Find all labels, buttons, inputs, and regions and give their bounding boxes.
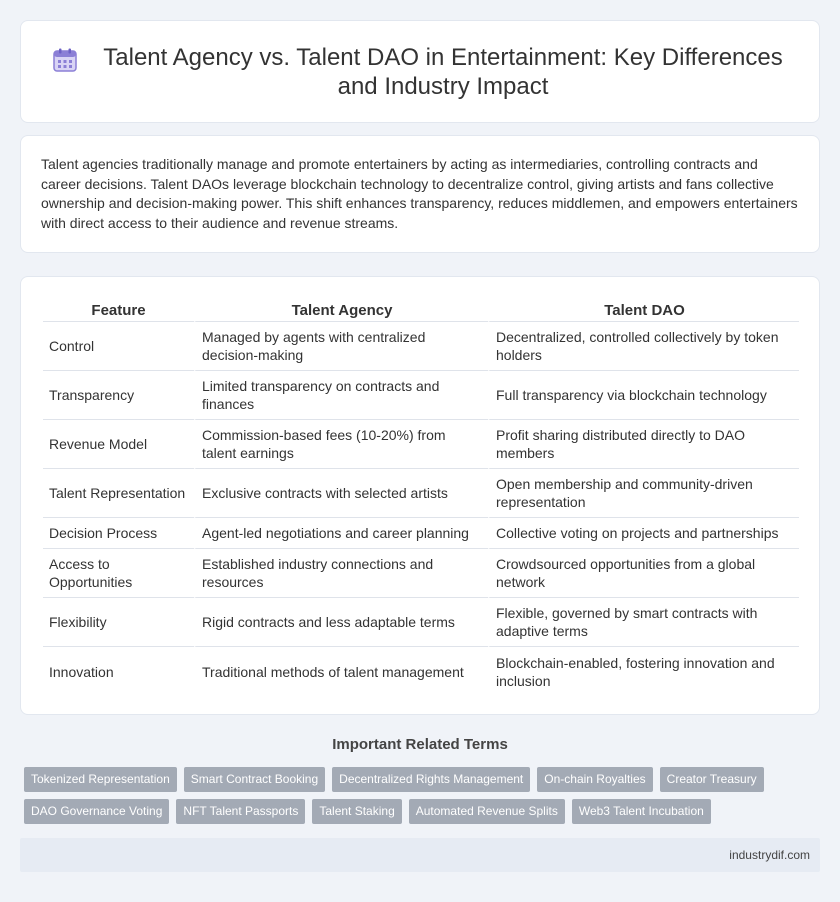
feature-cell: Revenue Model: [43, 420, 194, 469]
tag-nft-talent-passports[interactable]: NFT Talent Passports: [176, 799, 305, 824]
agency-cell: Managed by agents with centralized decision-making: [194, 322, 488, 371]
table-row: [43, 420, 799, 469]
agency-cell: Traditional methods of talent management: [194, 647, 488, 696]
feature-cell: Innovation: [49, 663, 114, 680]
table-row: [43, 549, 799, 598]
title-wrap: [21, 43, 819, 101]
agency-cell: Commission-based fees (10-20%) from talent earnings: [194, 420, 488, 469]
feature-cell: Transparency: [43, 371, 194, 420]
feature-cell: Talent Representation: [43, 469, 194, 518]
table-row: [43, 647, 799, 696]
feature-cell: Control: [43, 322, 194, 371]
table-header-row: [43, 295, 799, 322]
related-terms-list: [24, 767, 824, 831]
header-feature: Feature: [43, 295, 194, 322]
calendar-icon: [52, 47, 78, 73]
tag-row: [24, 767, 824, 792]
header-talent-agency: Talent Agency: [194, 295, 488, 322]
agency-cell: Exclusive contracts with selected artists: [194, 469, 488, 518]
table-row: [43, 518, 799, 549]
tag-creator-treasury[interactable]: Creator Treasury: [660, 767, 764, 792]
dao-cell: Flexible, governed by smart contracts with adaptive terms: [488, 598, 799, 647]
header-talent-dao: Talent DAO: [488, 295, 799, 322]
agency-cell: Established industry connections and resources: [194, 549, 488, 598]
agency-cell: Agent-led negotiations and career planning: [194, 518, 488, 549]
footer: [20, 838, 820, 872]
agency-cell: Limited transparency on contracts and finances: [194, 371, 488, 420]
feature-cell: Decision Process: [43, 518, 194, 549]
table-row: [43, 469, 799, 518]
tag-web3-talent-incubation[interactable]: Web3 Talent Incubation: [572, 799, 711, 824]
dao-cell: Open membership and community-driven representation: [488, 469, 799, 518]
comparison-card: [20, 276, 820, 715]
footer-site-link[interactable]: industrydif.com: [729, 848, 810, 862]
related-terms-heading: Important Related Terms: [332, 736, 508, 753]
feature-cell: Flexibility: [43, 598, 194, 647]
tag-dao-governance-voting[interactable]: DAO Governance Voting: [24, 799, 169, 824]
comparison-table: [43, 295, 799, 696]
page-title: Talent Agency vs. Talent DAO in Entertainment: Key Differences and Industry Impact: [103, 44, 783, 100]
dao-cell: Blockchain-enabled, fostering innovation and inclusion: [488, 647, 799, 696]
dao-cell: Decentralized, controlled collectively by token holders: [488, 322, 799, 371]
agency-cell: Rigid contracts and less adaptable terms: [194, 598, 488, 647]
table-row: [43, 371, 799, 420]
dao-cell: Profit sharing distributed directly to DAO members: [488, 420, 799, 469]
tag-smart-contract-booking[interactable]: Smart Contract Booking: [184, 767, 325, 792]
tag-automated-revenue-splits[interactable]: Automated Revenue Splits: [409, 799, 565, 824]
tag-on-chain-royalties[interactable]: On-chain Royalties: [537, 767, 652, 792]
dao-cell: Collective voting on projects and partnerships: [488, 518, 799, 549]
intro-card: [20, 135, 820, 253]
dao-cell: Crowdsourced opportunities from a global network: [488, 549, 799, 598]
tag-row: [24, 799, 824, 824]
tag-decentralized-rights-management[interactable]: Decentralized Rights Management: [332, 767, 530, 792]
dao-cell: Full transparency via blockchain technology: [488, 371, 799, 420]
feature-cell: Access to Opportunities: [43, 549, 194, 598]
intro-paragraph: Talent agencies traditionally manage and promote entertainers by acting as intermediaries, controlling contracts and career decisions. Talent DAOs leverage blockchain technology to decentralize control, giving artists and fans collective ownership and decision-making power. This shift enhances transparency, reduces middlemen, and empowers entertainers with direct access to their audience and revenue streams.: [41, 156, 798, 231]
title-card: [20, 20, 820, 123]
table-row: [43, 322, 799, 371]
tag-tokenized-representation[interactable]: Tokenized Representation: [24, 767, 177, 792]
table-row: [43, 598, 799, 647]
tag-talent-staking[interactable]: Talent Staking: [312, 799, 401, 824]
